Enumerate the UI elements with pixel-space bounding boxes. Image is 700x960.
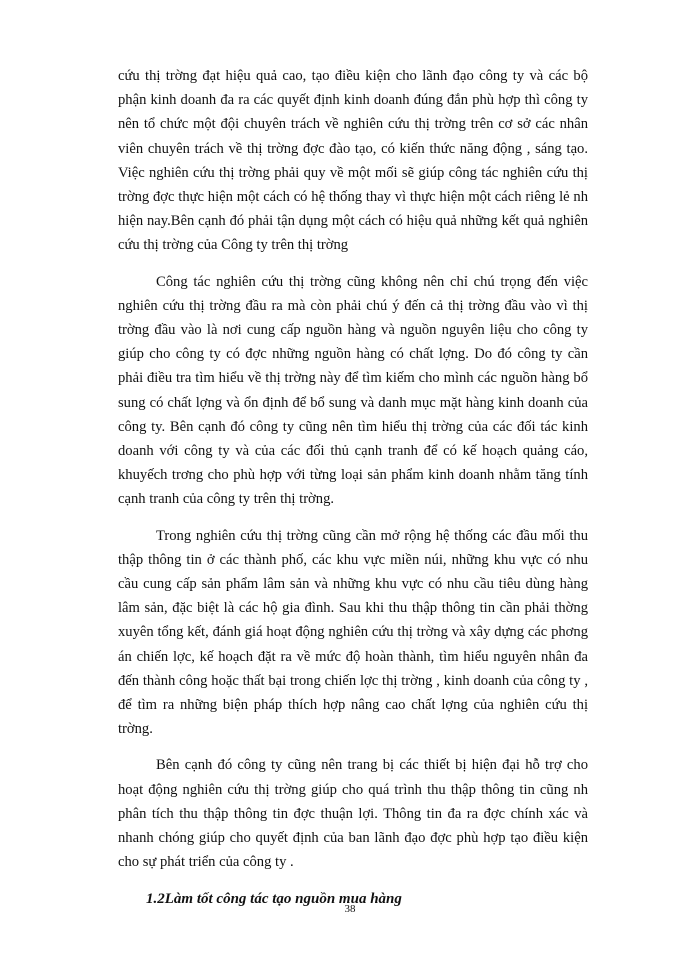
paragraph-1: cứu thị trờng đạt hiệu quả cao, tạo điều kiện cho lãnh đạo công ty và các bộ phận kinh doanh đa ra các quyết định kinh doanh đúng đắn phù hợp thì công ty nên tổ chức một đội chuyên trách về nghiên cứu thị trờng trên cơ sở các nhân viên chuyên trách về thị trờng đợc đào tạo, có kiến thức năng động , sáng tạo. Việc nghiên cứu thị trờng phải quy về một mối sẽ giúp công tác nghiên cứu thị trờng đợc thực hiện một cách có hệ thống thay vì thực hiện một cách riêng lẻ nh hiện nay.Bên cạnh đó phải tận dụng một cách có hiệu quả những kết quả nghiên cứu thị trờng của Công ty trên thị trờng — [118, 68, 588, 254]
paragraph-3: Trong nghiên cứu thị trờng cũng cần mở rộng hệ thống các đầu mối thu thập thông tin ở các thành phố, các khu vực miền núi, những khu vực có nhu cầu cung cấp sản phẩm lâm sản và những khu vực có nhu cầu tiêu dùng hàng lâm sản, đặc biệt là các hộ gia đình. Sau khi thu thập thông tin cần phải thờng xuyên tổng kết, đánh giá hoạt động nghiên cứu thị trờng và xây dựng các phơng án chiến lợc, kế hoạch đặt ra về mức độ hoàn thành, tìm hiểu nguyên nhân đa đến thành công hoặc thất bại trong chiến lợc thị trờng , kinh doanh của công ty , để tìm ra những biện pháp thích hợp nâng cao chất lợng của nghiên cứu thị trờng. — [118, 527, 588, 738]
paragraph-2: Công tác nghiên cứu thị trờng cũng không nên chỉ chú trọng đến việc nghiên cứu thị trờng đầu ra mà còn phải chú ý đến cả thị trờng đầu vào vì thị trờng đầu vào là nơi cung cấp nguồn hàng và nguồn nguyên liệu cho công ty giúp cho công ty có đợc những nguồn hàng có chất lợng. Do đó công ty cần phải điều tra tìm hiểu về thị trờng này để tìm kiếm cho mình các nguồn hàng bổ sung có chất lợng và ổn định để bổ sung và danh mục mặt hàng kinh doanh của công ty. Bên cạnh đó công ty cũng nên tìm hiểu thị trờng của các đối tác kinh doanh với công ty và của các đối thủ cạnh tranh để có kế hoạch quảng cáo, khuyếch trơng cho phù hợp với từng loại sản phẩm kinh doanh nhằm tăng tính cạnh tranh của công ty trên thị trờng. — [118, 273, 588, 508]
section-heading: 1.2Làm tốt công tác tạo nguồn mua hàng — [146, 890, 402, 907]
paragraph-4: Bên cạnh đó công ty cũng nên trang bị các thiết bị hiện đại hỗ trợ cho hoạt động nghiên cứu thị trờng giúp cho quá trình thu thập thông tin cũng nh phân tích thu thập thông tin đợc thuận lợi. Thông tin đa ra đợc chính xác và nhanh chóng giúp cho quyết định của ban lãnh đạo đợc phù hợp tạo điều kiện cho sự phát triển của công ty . — [118, 757, 588, 871]
body-text — [118, 64, 588, 911]
page-number: 38 — [344, 903, 356, 915]
